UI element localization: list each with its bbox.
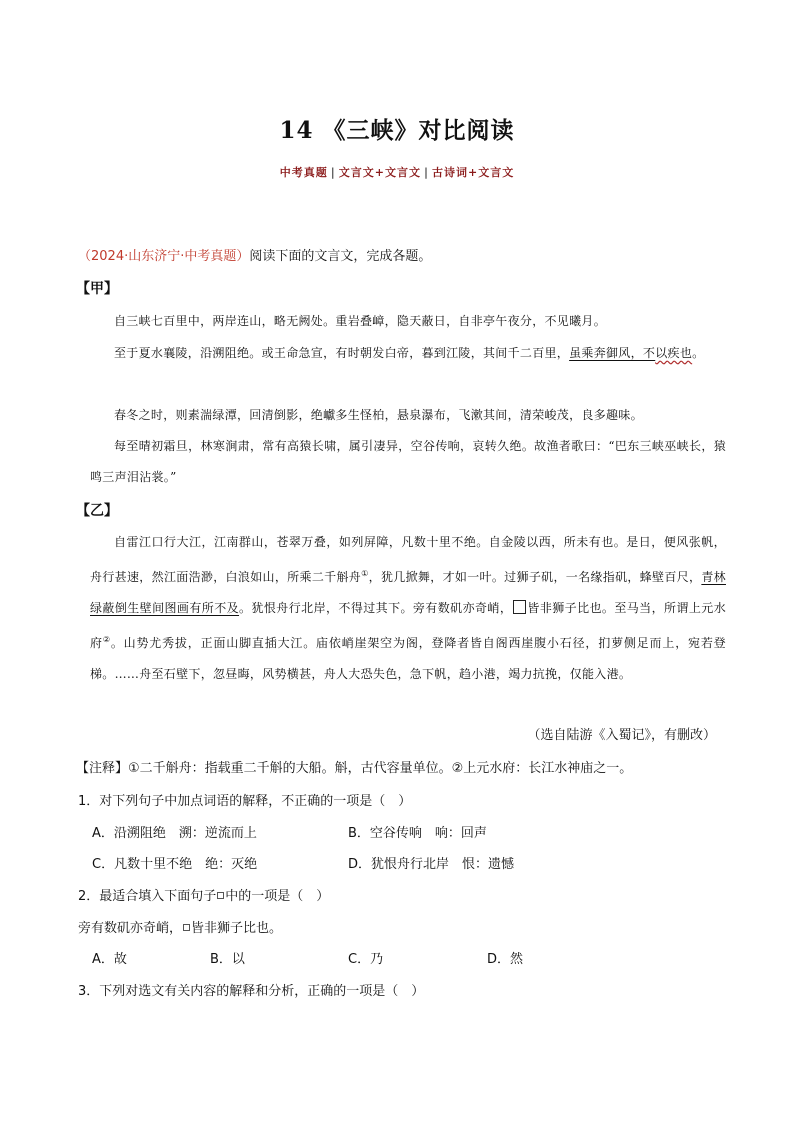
q1-option-b: B．空谷传响 响：回声 (348, 826, 487, 841)
jia-p2-underlined: 虽乘奔御风，不 (569, 346, 656, 360)
yi-text-1: 自雷江口行大江，江南群山，苍翠万叠，如列屏障，凡数十里不绝。自金陵以西，所未有也。是日，便风张帆，舟行甚速，然江面浩渺，白浪如山，所乘二千斛舟 (90, 535, 726, 584)
question-source: （2024·山东济宁·中考真题） (78, 249, 250, 264)
q1-option-d: D．犹恨舟行北岸 恨：遗憾 (348, 857, 515, 872)
blank-square (217, 892, 224, 899)
question-3-stem: 3．下列对选文有关内容的解释和分析，正确的一项是（ ） (78, 984, 425, 999)
yi-paragraph (90, 527, 726, 690)
q2-sentence (78, 917, 282, 936)
q2-stem-a: 2．最适合填入下面句子 (78, 889, 217, 904)
blank-square (183, 924, 190, 931)
section-label-yi: 【乙】 (76, 503, 118, 519)
subtitle-part-2: 文言文+文言文 (338, 166, 421, 179)
q2-option-a: A．故 (92, 952, 127, 967)
section-label-jia: 【甲】 (76, 281, 118, 297)
passage-source: （选自陆游《入蜀记》，有删改） (527, 728, 716, 743)
jia-paragraph-1: 自三峡七百里中，两岸连山，略无阙处。重岩叠嶂，隐天蔽日，自非亭午夜分，不见曦月。 (114, 314, 607, 328)
question-intro (78, 245, 431, 264)
q2-sentence-a: 旁有数矶亦奇峭， (78, 921, 183, 936)
subtitle (0, 164, 794, 180)
yi-underlined-sentence: 青林绿蔽倒生壁间图画有所不及 (90, 570, 726, 615)
subtitle-part-3: 古诗词+文言文 (432, 166, 515, 179)
blank-box (513, 600, 526, 614)
yi-text-4: 皆非狮子比也。至马当，所谓上元水府 (90, 601, 726, 650)
q2-sentence-b: 皆非狮子比也。 (191, 921, 283, 936)
subtitle-separator: | (330, 166, 336, 179)
jia-paragraph-3: 春冬之时，则素湍绿潭，回清倒影，绝巘多生怪柏，悬泉瀑布，飞漱其间，清荣峻茂，良多趣味。 (114, 408, 643, 422)
q2-option-b: B．以 (210, 952, 245, 967)
question-2-stem (78, 885, 329, 904)
annotations: 【注释】①二千斛舟：指载重二千斛的大船。斛，古代容量单位。②上元水府：长江水神庙之一。 (76, 761, 633, 776)
yi-text-2: ，犹几掀舞，才如一叶。过狮子矶，一名缘指矶，蜂壁百尺， (368, 570, 702, 584)
question-1-stem: 1．对下列句子中加点词语的解释，不正确的一项是（ ） (78, 794, 412, 809)
jia-p2-text: 至于夏水襄陵，沿溯阻绝。或王命急宣，有时朝发白帝，暮到江陵，其间千二百里， (114, 346, 570, 360)
q1-option-c: C．凡数十里不绝 绝：灭绝 (92, 857, 258, 872)
q2-option-c: C．乃 (348, 952, 384, 967)
yi-text-5: 。山势尤秀拔，正面山脚直插大江。庙依峭崖架空为阁，登降者皆自阁西崖腹小石径，扪萝侧足而上，宛若登梯。……舟至石壁下，忽昼晦，风势横甚，舟人大恐失色，急下帆，趋小港，竭力抗挽，仅能入港。 (90, 636, 726, 681)
q2-stem-b: 中的一项是（ ） (225, 889, 330, 904)
q2-option-d: D．然 (487, 952, 524, 967)
footnote-marker-2: ② (102, 635, 111, 644)
jia-paragraph-4: 每至晴初霜旦，林寒涧肃，常有高猿长啸，属引凄异，空谷传响，哀转久绝。故渔者歌曰：“巴东三峡巫峡长，猿鸣三声泪沾裳。” (90, 439, 726, 484)
jia-paragraph-2 (90, 338, 726, 369)
page-title: 14 《三峡》对比阅读 (279, 117, 515, 144)
q1-option-a: A．沿溯阻绝 溯：逆流而上 (92, 826, 257, 841)
subtitle-separator: | (424, 166, 430, 179)
jia-p2-end: 。 (692, 346, 705, 360)
question-instruction: 阅读下面的文言文，完成各题。 (249, 249, 432, 264)
yi-text-3: 。犹恨舟行北岸，不得过其下。旁有数矶亦奇峭， (239, 601, 513, 615)
footnote-marker-1: ① (361, 569, 369, 578)
jia-p2-wavy: 以疾也 (655, 346, 693, 360)
subtitle-part-1: 中考真题 (279, 166, 328, 179)
